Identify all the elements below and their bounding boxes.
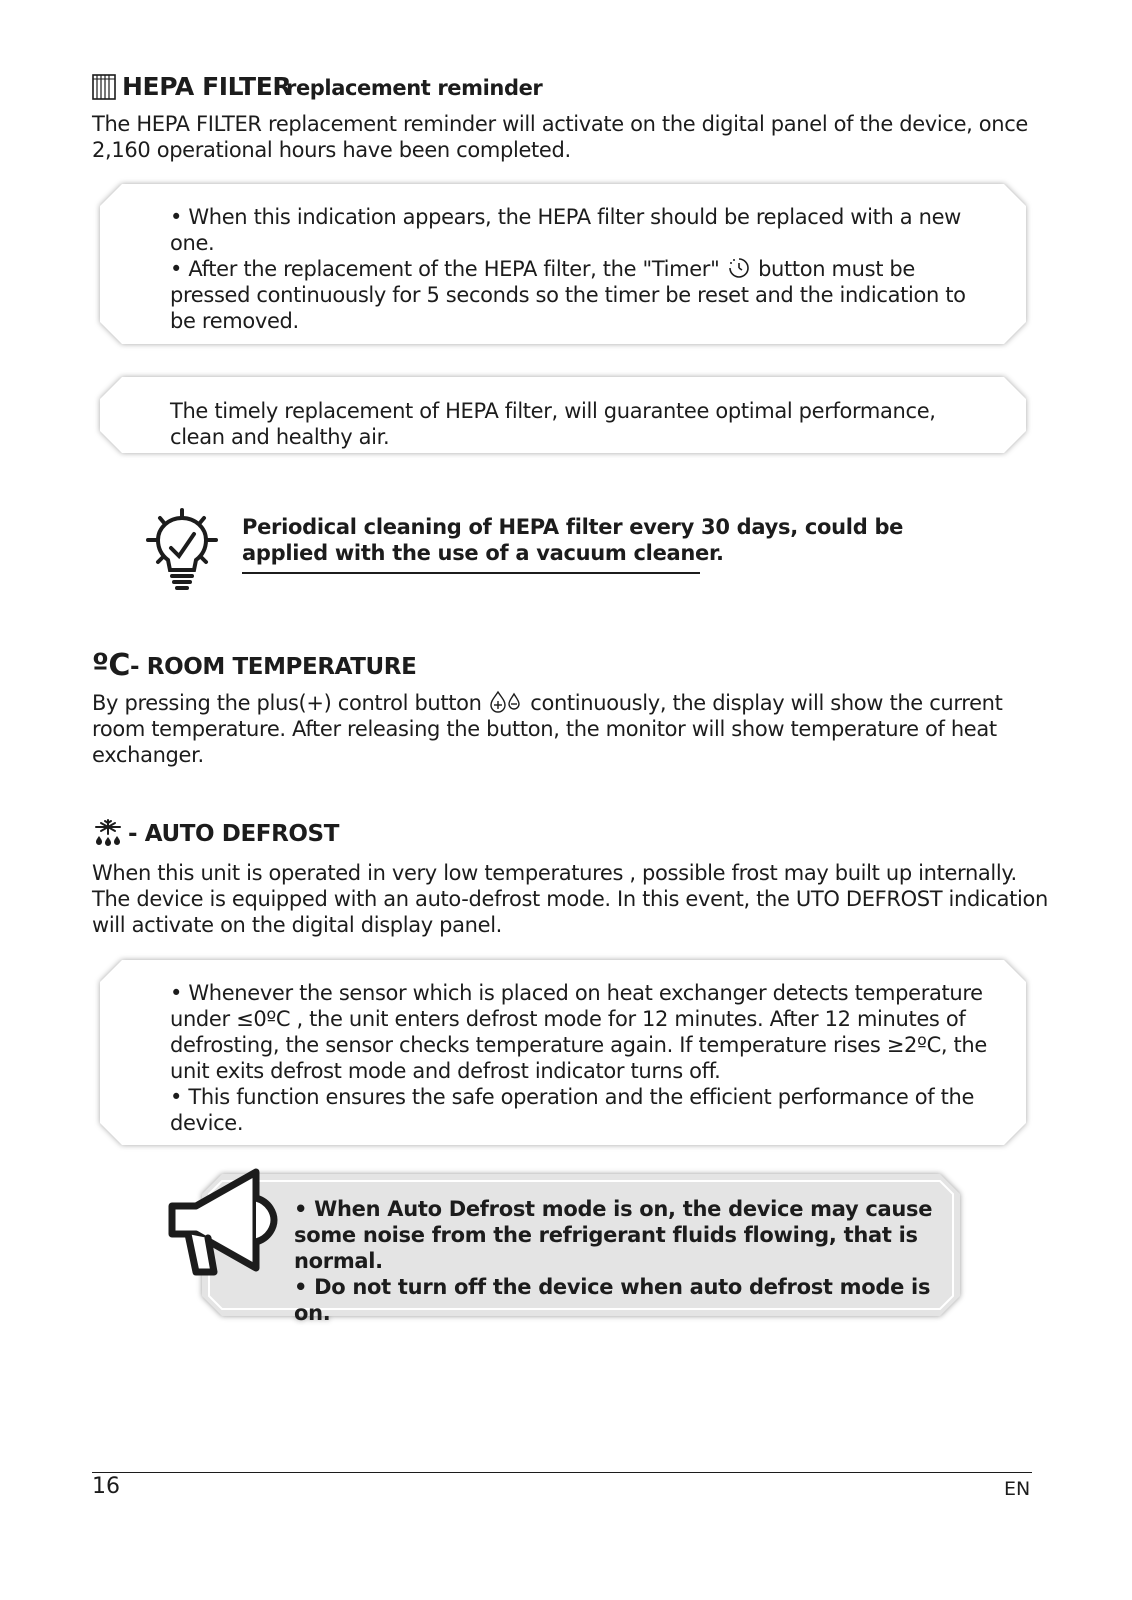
- hepa-intro-line: The HEPA FILTER replacement reminder will activate on the digital panel of the device, once: [92, 112, 1029, 136]
- footer-rule: [92, 1472, 1032, 1473]
- defrost-intro: [92, 860, 1072, 938]
- defrost-intro-line: When this unit is operated in very low temperatures , possible frost may built up internally.: [92, 861, 1017, 885]
- defrost-note-line: • Whenever the sensor which is placed on heat exchanger detects temperature: [170, 981, 983, 1005]
- room-temp-line: exchanger.: [92, 743, 204, 767]
- filter-grid-icon: [92, 74, 116, 100]
- defrost-note-line: defrosting, the sensor checks temperature again. If temperature rises ≥2ºC, the: [170, 1033, 987, 1057]
- hepa-tip-line: Periodical cleaning of HEPA filter every 30 days, could be: [242, 515, 904, 539]
- hepa-benefit-line: clean and healthy air.: [170, 425, 390, 449]
- hepa-benefit-box: [100, 377, 1026, 453]
- hepa-note-timer-line: • After the replacement of the HEPA filter, the "Timer" button must be: [170, 257, 915, 281]
- hepa-note-line: be removed.: [170, 309, 299, 333]
- warning-line: normal.: [294, 1249, 383, 1273]
- plus-drop-icon: [488, 690, 524, 714]
- room-temp-title: - ROOM TEMPERATURE: [130, 654, 417, 680]
- defrost-intro-line: The device is equipped with an auto-defrost mode. In this event, the UTO DEFROST indication: [92, 887, 1048, 911]
- warning-line: • Do not turn off the device when auto defrost mode is on.: [294, 1275, 931, 1325]
- hepa-title-main: HEPA FILTER: [122, 72, 292, 101]
- room-temp-text: [92, 690, 1052, 768]
- lightbulb-check-icon: [144, 508, 220, 592]
- hepa-note-line: • When this indication appears, the HEPA filter should be replaced with a new: [170, 205, 961, 229]
- hepa-title-sub: replacement reminder: [286, 76, 543, 100]
- defrost-note-line: unit exits defrost mode and defrost indicator turns off.: [170, 1059, 721, 1083]
- snowflake-drops-icon: [92, 818, 124, 846]
- hepa-intro-line: 2,160 operational hours have been completed.: [92, 138, 571, 162]
- hepa-note-box: [100, 184, 1026, 344]
- warning-line: some noise from the refrigerant fluids flowing, that is: [294, 1223, 918, 1247]
- defrost-note-line: under ≤0ºC , the unit enters defrost mode for 12 minutes. After 12 minutes of: [170, 1007, 966, 1031]
- hepa-note-line: one.: [170, 231, 215, 255]
- timer-icon: [726, 256, 752, 280]
- warning-line: • When Auto Defrost mode is on, the device may cause: [294, 1197, 933, 1221]
- defrost-note-line: • This function ensures the safe operation and the efficient performance of the: [170, 1085, 975, 1109]
- defrost-title: - AUTO DEFROST: [128, 821, 340, 847]
- hepa-benefit-line: The timely replacement of HEPA filter, will guarantee optimal performance,: [170, 399, 936, 423]
- defrost-note-box: [100, 960, 1026, 1145]
- language-label: EN: [1004, 1478, 1031, 1500]
- defrost-intro-line: will activate on the digital display panel.: [92, 913, 503, 937]
- hepa-note-line: pressed continuously for 5 seconds so the timer be reset and the indication to: [170, 283, 966, 307]
- room-temp-line: room temperature. After releasing the button, the monitor will show temperature of heat: [92, 717, 997, 741]
- hepa-tip: [242, 514, 942, 566]
- room-temp-line: By pressing the plus(+) control button continuously, the display will show the current: [92, 691, 1003, 715]
- hepa-tip-line: applied with the use of a vacuum cleaner.: [242, 541, 724, 565]
- tip-underline: [242, 572, 700, 574]
- page-number: 16: [92, 1474, 120, 1499]
- defrost-warning-box: [202, 1174, 960, 1325]
- celsius-symbol: ºC: [92, 648, 130, 683]
- defrost-note-line: device.: [170, 1111, 244, 1135]
- hepa-intro: [92, 111, 1052, 163]
- megaphone-icon: [166, 1168, 280, 1276]
